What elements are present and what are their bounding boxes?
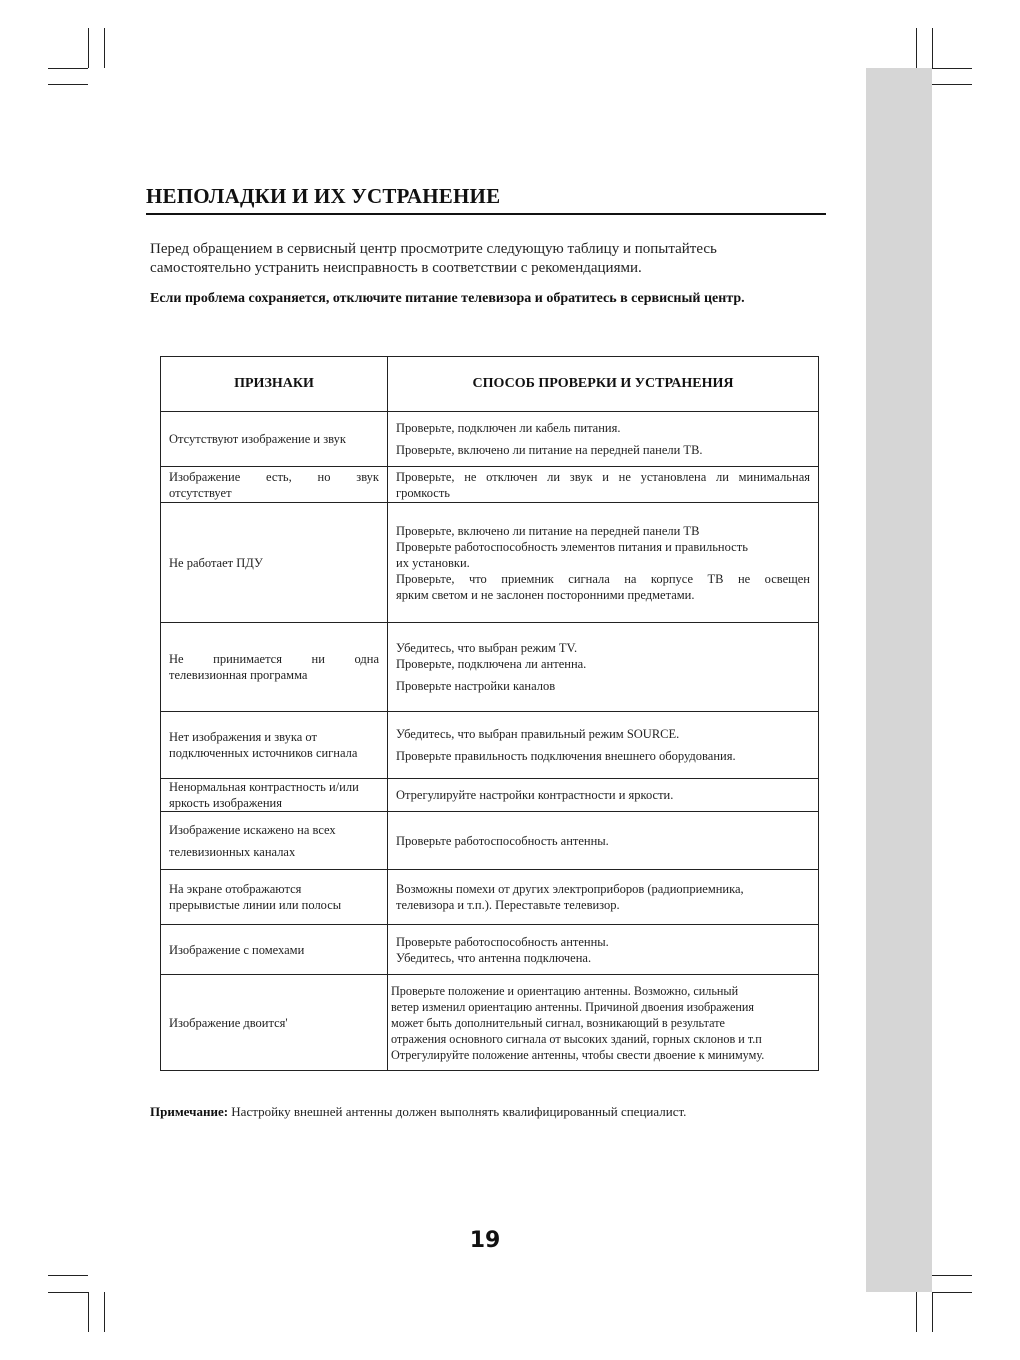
page-title: НЕПОЛАДКИ И ИХ УСТРАНЕНИЕ: [146, 183, 826, 215]
table-row: [161, 712, 819, 779]
side-band: [866, 68, 932, 1292]
crop-mark: [48, 68, 88, 69]
remedy-line: Проверьте, что приемник сигнала на корпусе ТВ не освещен: [396, 571, 810, 586]
remedy-line: Отрегулируйте настройки контрастности и яркости.: [396, 788, 674, 802]
remedy-line: Проверьте, включено ли питание на передней панели ТВ.: [396, 443, 703, 457]
remedy-line: ветер изменил ориентацию антенны. Причиной двоения изображения: [391, 999, 755, 1014]
remedy-line: ярким светом и не заслонен посторонними предметами.: [396, 587, 695, 602]
crop-mark: [932, 68, 972, 69]
remedy-line: их установки.: [396, 555, 470, 570]
crop-mark: [916, 1292, 917, 1332]
note-label: Примечание:: [150, 1104, 229, 1119]
symptom-line: Нет изображения и звука от: [169, 730, 317, 744]
symptom-cell: [161, 623, 388, 712]
intro-line: самостоятельно устранить неисправность в соответствии с рекомендациями.: [150, 260, 642, 276]
remedy-line: Убедитесь, что антенна подключена.: [396, 950, 592, 965]
symptom-cell: [161, 712, 388, 779]
remedy-line: Возможны помехи от других электроприборов (радиоприемника,: [396, 882, 744, 896]
symptom-line: Отсутствуют изображение и звук: [169, 432, 346, 446]
remedy-line: Проверьте, не отключен ли звук и не установлена ли минимальная: [396, 469, 810, 484]
crop-mark: [48, 1275, 88, 1276]
remedy-line: Убедитесь, что выбран правильный режим SOURCE.: [396, 727, 680, 741]
symptom-line: Не принимается ни одна: [169, 652, 379, 666]
remedy-header: СПОСОБ ПРОВЕРКИ И УСТРАНЕНИЯ: [388, 357, 819, 412]
crop-mark: [932, 84, 972, 85]
remedy-cell: [388, 779, 819, 812]
crop-mark: [104, 28, 105, 68]
symptom-cell: [161, 503, 388, 623]
intro-text: [150, 240, 830, 278]
crop-mark: [88, 1292, 89, 1332]
table-row: [161, 412, 819, 467]
remedy-cell: [388, 812, 819, 870]
troubleshooting-table: [160, 356, 819, 1071]
table-row: [161, 467, 819, 503]
crop-mark: [932, 1292, 933, 1332]
symptom-line: Изображение искажено на всех: [169, 822, 336, 837]
page-number: 19: [469, 1228, 501, 1253]
symptom-line: Изображение двоится': [169, 1015, 288, 1030]
remedy-line: Проверьте работоспособность антенны.: [396, 833, 609, 848]
symptom-cell: [161, 925, 388, 975]
remedy-line: Проверьте положение и ориентацию антенны. Возможно, сильный: [391, 983, 739, 998]
table-row: [161, 779, 819, 812]
remedy-cell: [388, 412, 819, 467]
remedy-line: громкость: [396, 485, 451, 500]
symptom-line: яркость изображения: [169, 796, 282, 810]
table-row: [161, 975, 819, 1071]
remedy-line: Проверьте, включено ли питание на передней панели ТВ: [396, 523, 700, 538]
crop-mark: [932, 1275, 972, 1276]
symptom-line: На экране отображаются: [169, 882, 302, 896]
table-row: [161, 925, 819, 975]
table-row: [161, 812, 819, 870]
crop-mark: [48, 84, 88, 85]
table-header-row: [161, 357, 819, 412]
symptom-line: отсутствует: [169, 485, 232, 500]
remedy-cell: [388, 925, 819, 975]
crop-mark: [104, 1292, 105, 1332]
symptom-line: Не работает ПДУ: [169, 555, 263, 570]
remedy-cell: [388, 975, 819, 1071]
symptom-line: Ненормальная контрастность и/или: [169, 780, 359, 794]
remedy-cell: [388, 623, 819, 712]
symptom-cell: [161, 412, 388, 467]
table-row: [161, 623, 819, 712]
intro-line: Перед обращением в сервисный центр просмотрите следующую таблицу и попытайтесь: [150, 241, 717, 257]
remedy-line: Проверьте работоспособность элементов питания и правильность: [396, 539, 748, 554]
symptom-cell: [161, 975, 388, 1071]
symptom-line: Изображение с помехами: [169, 942, 305, 957]
note-body: Настройку внешней антенны должен выполнять квалифицированный специалист.: [228, 1104, 687, 1119]
symptom-line: прерывистые линии или полосы: [169, 898, 342, 912]
remedy-cell: [388, 712, 819, 779]
remedy-line: Проверьте настройки каналов: [396, 679, 556, 693]
remedy-cell: [388, 467, 819, 503]
symptom-line: Изображение есть, но звук: [169, 469, 379, 484]
crop-mark: [932, 1292, 972, 1293]
remedy-cell: [388, 870, 819, 925]
symptom-cell: [161, 812, 388, 870]
symptom-cell: [161, 870, 388, 925]
remedy-line: Убедитесь, что выбран режим TV.: [396, 641, 578, 655]
remedy-line: телевизора и т.п.). Переставьте телевизор.: [396, 898, 620, 912]
remedy-line: отражения основного сигнала от высоких зданий, горных склонов и т.п: [391, 1031, 762, 1046]
symptom-line: телевизионная программа: [169, 668, 308, 682]
remedy-line: Проверьте работоспособность антенны.: [396, 934, 609, 949]
remedy-line: может быть дополнительный сигнал, возникающий в результате: [391, 1015, 725, 1030]
remedy-line: Проверьте, подключен ли кабель питания.: [396, 421, 621, 435]
remedy-cell: [388, 503, 819, 623]
symptoms-header: ПРИЗНАКИ: [161, 357, 388, 412]
table-row: [161, 870, 819, 925]
remedy-line: Отрегулируйте положение антенны, чтобы свести двоение к минимуму.: [391, 1047, 765, 1062]
remedy-line: Проверьте правильность подключения внешнего оборудования.: [396, 749, 736, 763]
crop-mark: [916, 28, 917, 68]
table-row: [161, 503, 819, 623]
remedy-line: Проверьте, подключена ли антенна.: [396, 657, 587, 671]
symptom-cell: [161, 779, 388, 812]
crop-mark: [88, 28, 89, 68]
note-text: [150, 1104, 850, 1120]
crop-mark: [932, 28, 933, 68]
crop-mark: [48, 1292, 88, 1293]
warning-text: Если проблема сохраняется, отключите питание телевизора и обратитесь в сервисный центр.: [150, 291, 745, 306]
symptom-cell: [161, 467, 388, 503]
symptom-line: телевизионных каналах: [169, 844, 296, 859]
symptom-line: подключенных источников сигнала: [169, 746, 358, 760]
